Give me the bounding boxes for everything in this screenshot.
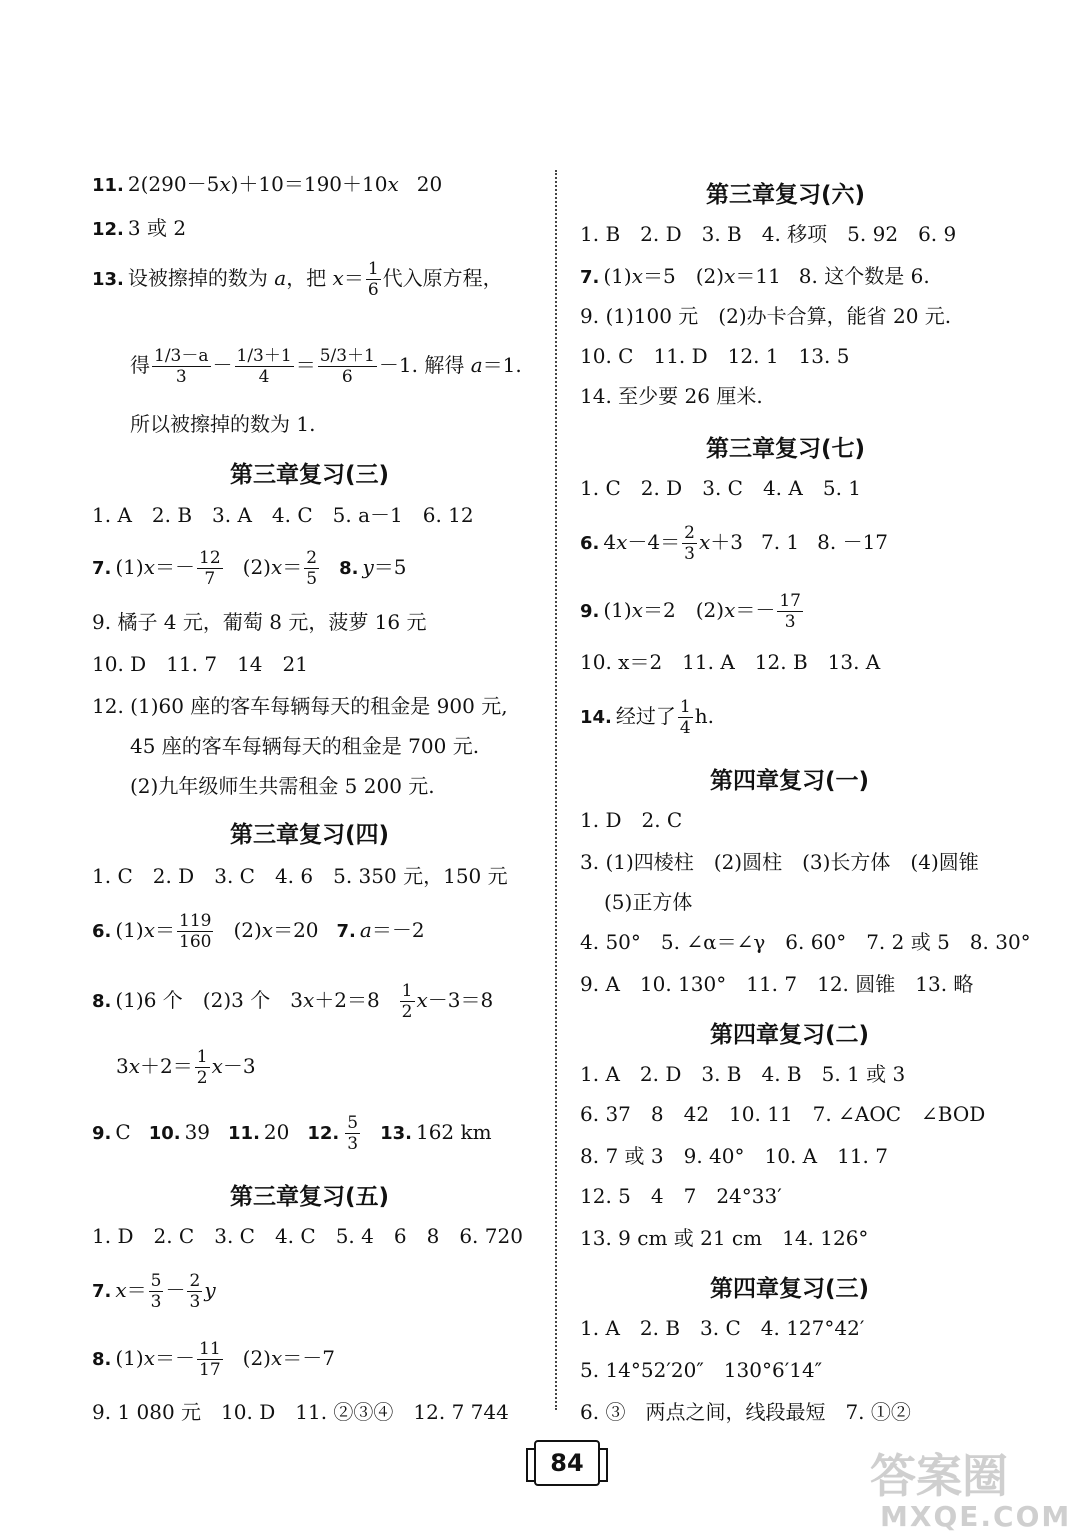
page-number: 84 — [534, 1440, 600, 1486]
c4s1-row-5: 9. A 10. 130° 11. 7 12. 圆锥 13. 略 — [580, 972, 974, 996]
c4s1-row-4: 4. 50° 5. ∠α＝∠γ 6. 60° 7. 2 或 5 8. 30° — [580, 930, 1031, 954]
s4-row-2: 6. (1)x＝ $\frac{119}{160}$ (2)x＝20 7. a＝－2 — [92, 911, 425, 952]
s7-row-4: 10. x＝2 11. A 12. B 13. A — [580, 650, 881, 674]
s3-row-5: 12. (1)60 座的客车每辆每天的租金是 900 元, — [92, 694, 508, 718]
section-title-4-1: 第四章复习(一) — [710, 768, 870, 794]
c4s1-row-2: 3. (1)四棱柱 (2)圆柱 (3)长方体 (4)圆锥 — [580, 850, 979, 874]
s6-row-2: 7. (1)x＝5 (2)x＝11 8. 这个数是 6. — [580, 264, 930, 288]
s3-row-4: 10. D 11. 7 14 21 — [92, 652, 308, 676]
section-title-3-7: 第三章复习(七) — [706, 436, 866, 462]
c4s1-row-1: 1. D 2. C — [580, 808, 683, 832]
answer-11: 11. 2(290－5x)＋10＝190＋10x 20 — [92, 172, 443, 196]
answer-13-equation: 得 $\frac{1/3-a}{3}$ － $\frac{1/3+1}{4}$ ＝ $\frac{5/3+1}{6}$ －1. 解得 a＝1. — [130, 346, 522, 387]
s7-row-1: 1. C 2. D 3. C 4. A 5. 1 — [580, 476, 862, 500]
s7-row-5: 14. 经过了 $\frac{1}{4}$ h. — [580, 697, 714, 738]
c4s2-row-2: 6. 37 8 42 10. 11 7. ∠AOC ∠BOD — [580, 1102, 986, 1126]
c4s3-row-2: 5. 14°52′20″ 130°6′14″ — [580, 1358, 823, 1382]
watermark-logo: 答案圈 — [870, 1449, 1008, 1503]
section-title-3-5: 第三章复习(五) — [230, 1184, 390, 1210]
c4s1-row-3: (5)正方体 — [604, 890, 693, 914]
section-title-3-4: 第三章复习(四) — [230, 822, 390, 848]
answer-12: 12. 3 或 2 — [92, 216, 187, 240]
s7-row-3: 9. (1)x＝2 (2)x＝－ $\frac{17}{3}$ — [580, 591, 801, 632]
answer-13-conclusion: 所以被擦掉的数为 1. — [130, 412, 316, 436]
section-title-4-2: 第四章复习(二) — [710, 1022, 870, 1048]
s6-row-4: 10. C 11. D 12. 1 13. 5 — [580, 344, 850, 368]
c4s2-row-1: 1. A 2. D 3. B 4. B 5. 1 或 3 — [580, 1062, 906, 1086]
section-title-4-3: 第四章复习(三) — [710, 1276, 870, 1302]
c4s2-row-4: 12. 5 4 7 24°33′ — [580, 1184, 782, 1208]
s4-row-4: 3x＋2＝ $\frac{1}{2}$ x－3 — [116, 1047, 256, 1088]
s5-row-4: 9. 1 080 元 10. D 11. ②③④ 12. 7 744 — [92, 1400, 509, 1424]
watermark-url: MXQE.COM — [880, 1500, 1071, 1533]
s6-row-3: 9. (1)100 元 (2)办卡合算，能省 20 元. — [580, 304, 952, 328]
s3-row-6: 45 座的客车每辆每天的租金是 700 元. — [130, 734, 480, 758]
s6-row-1: 1. B 2. D 3. B 4. 移项 5. 92 6. 9 — [580, 222, 957, 246]
answer-13: 13. 设被擦掉的数为 a，把 x＝ $\frac{1}{6}$ 代入原方程， — [92, 259, 503, 300]
section-title-3-6: 第三章复习(六) — [706, 182, 866, 208]
c4s2-row-3: 8. 7 或 3 9. 40° 10. A 11. 7 — [580, 1144, 888, 1168]
s3-row-1: 1. A 2. B 3. A 4. C 5. a－1 6. 12 — [92, 503, 474, 527]
s5-row-3: 8. (1)x＝－ $\frac{11}{17}$ (2)x＝－7 — [92, 1339, 335, 1380]
s3-row-7: (2)九年级师生共需租金 5 200 元. — [130, 774, 435, 798]
s5-row-1: 1. D 2. C 3. C 4. C 5. 4 6 8 6. 720 — [92, 1224, 523, 1248]
s5-row-2: 7. x＝ $\frac{5}{3}$ － $\frac{2}{3}$ y — [92, 1271, 216, 1312]
s7-row-2: 6. 4x－4＝ $\frac{2}{3}$ x＋3 7. 1 8. －17 — [580, 523, 889, 564]
s4-row-5: 9. C 10. 39 11. 20 12. $\frac{5}{3}$ 13. 162 km — [92, 1113, 492, 1154]
c4s2-row-5: 13. 9 cm 或 21 cm 14. 126° — [580, 1226, 869, 1250]
c4s3-row-3: 6. ③ 两点之间，线段最短 7. ①② — [580, 1400, 911, 1424]
s3-row-2: 7. (1)x＝－ $\frac{12}{7}$ (2)x＝ $\frac{2}{5}$ 8. y＝5 — [92, 548, 407, 589]
s3-row-3: 9. 橘子 4 元，葡萄 8 元，菠萝 16 元 — [92, 610, 427, 634]
column-divider — [555, 170, 557, 1410]
section-title-3-3: 第三章复习(三) — [230, 462, 390, 488]
s4-row-3: 8. (1)6 个 (2)3 个 3x＋2＝8 $\frac{1}{2}$ x－3＝8 — [92, 981, 494, 1022]
s6-row-5: 14. 至少要 26 厘米. — [580, 384, 763, 408]
c4s3-row-1: 1. A 2. B 3. C 4. 127°42′ — [580, 1316, 865, 1340]
s4-row-1: 1. C 2. D 3. C 4. 6 5. 350 元，150 元 — [92, 864, 508, 888]
